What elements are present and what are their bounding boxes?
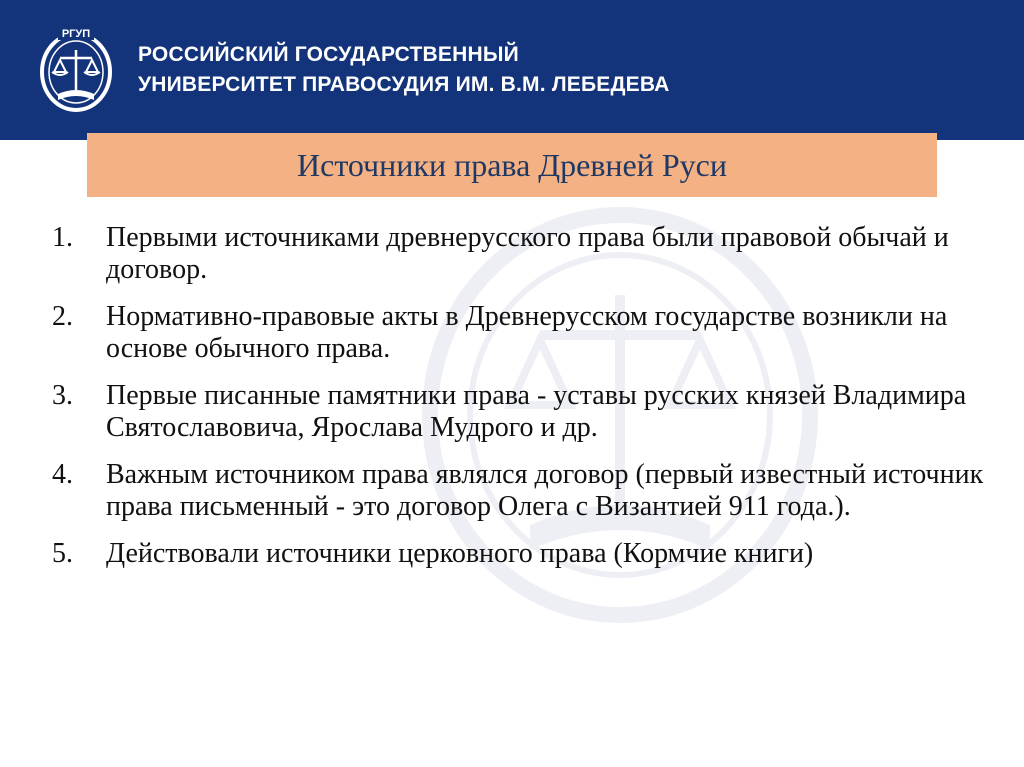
list-item bbox=[52, 459, 1002, 523]
slide-title-band bbox=[87, 133, 937, 197]
university-name bbox=[138, 40, 670, 100]
university-name-line2: УНИВЕРСИТЕТ ПРАВОСУДИЯ ИМ. В.М. ЛЕБЕДЕВА bbox=[138, 73, 670, 96]
sources-list bbox=[52, 222, 1002, 585]
list-item-number: 4. bbox=[52, 459, 73, 490]
university-name-line1: РОССИЙСКИЙ ГОСУДАРСТВЕННЫЙ bbox=[138, 43, 519, 66]
list-item-number: 3. bbox=[52, 380, 73, 411]
list-item bbox=[52, 538, 1002, 570]
list-item-text: Первыми источниками древнерусского права были правовой обычай и договор. bbox=[106, 222, 949, 285]
list-item-number: 2. bbox=[52, 301, 73, 332]
slide-title: Источники права Древней Руси bbox=[297, 146, 727, 183]
list-item-text: Первые писанные памятники права - уставы русских князей Владимира Святославовича, Ярослава Мудрого и др. bbox=[106, 380, 967, 443]
university-emblem-icon bbox=[36, 22, 116, 116]
header-bar bbox=[0, 0, 1024, 140]
list-item-text: Важным источником права являлся договор (первый известный источник права письменный - это договор Олега с Византией 911 года.). bbox=[106, 459, 984, 522]
svg-text:РГУП: РГУП bbox=[61, 28, 91, 40]
list-item-number: 1. bbox=[52, 222, 73, 253]
list-item bbox=[52, 301, 1002, 365]
list-item-number: 5. bbox=[52, 538, 73, 569]
list-item bbox=[52, 222, 1002, 286]
list-item bbox=[52, 380, 1002, 444]
list-item-text: Действовали источники церковного права (Кормчие книги) bbox=[106, 538, 814, 569]
list-item-text: Нормативно-правовые акты в Древнерусском государстве возникли на основе обычного права. bbox=[106, 301, 948, 364]
